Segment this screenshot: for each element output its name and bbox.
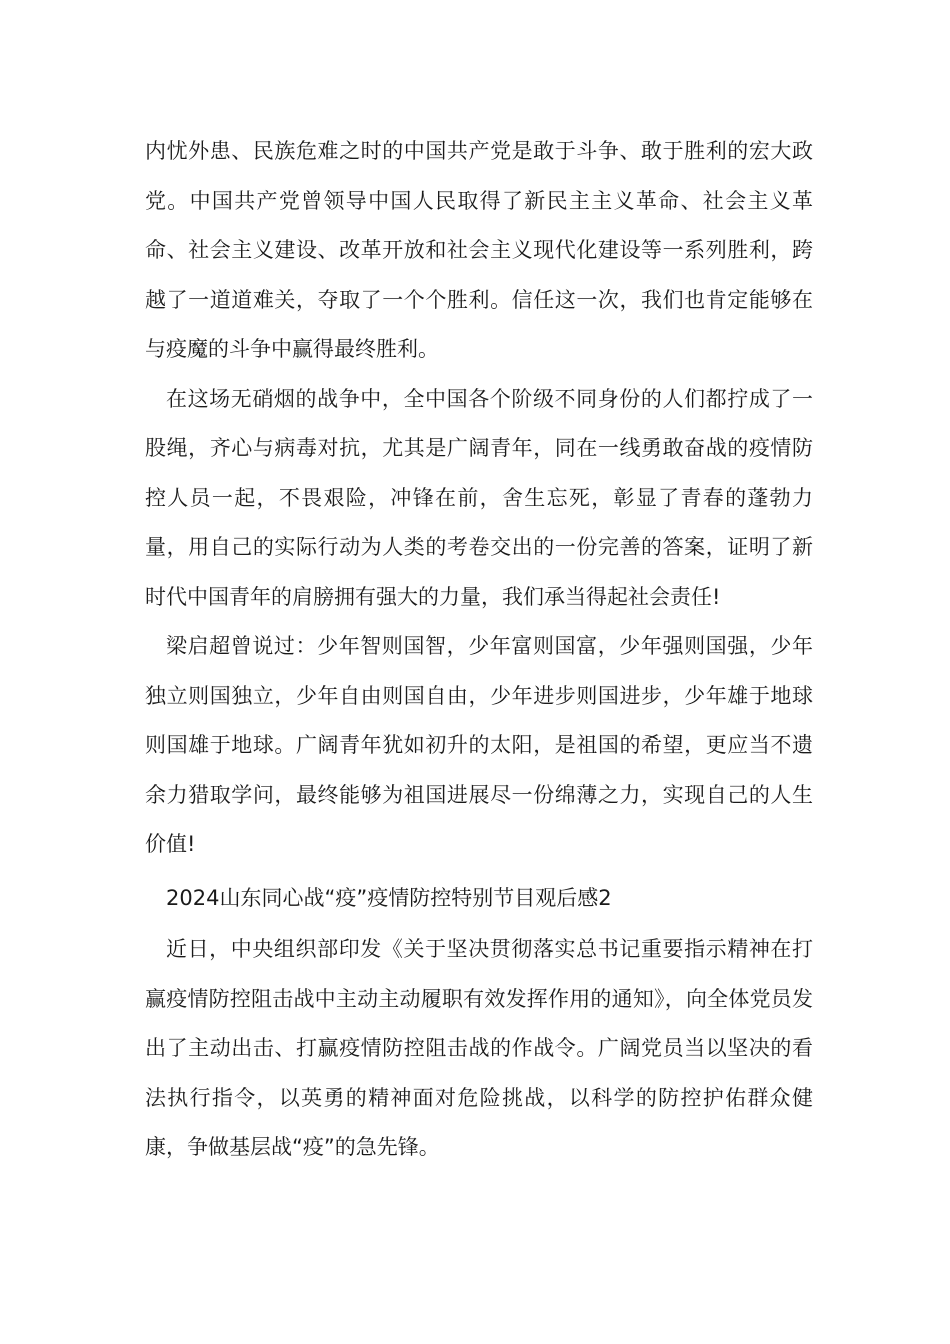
paragraph-2: 在这场无硝烟的战争中，全中国各个阶级不同身份的人们都拧成了一股绳，齐心与病毒对抗，尤其是广阔青年，同在一线勇敢奋战的疫情防控人员一起，不畏艰险，冲锋在前，舍生忘死，彰显了青春的蓬勃力量，用自己的实际行动为人类的考卷交出的一份完善的答案，证明了新时代中国青年的肩膀拥有强大的力量，我们承当得起社会责任!: [145, 386, 813, 609]
paragraph-3: 梁启超曾说过：少年智则国智，少年富则国富，少年强则国强，少年独立则国独立，少年自由则国自由，少年进步则国进步，少年雄于地球则国雄于地球。广阔青年犹如初升的太阳，是祖国的希望，更应当不遗余力猎取学问，最终能够为祖国进展尽一份绵薄之力，实现自己的人生价值!: [145, 634, 813, 856]
paragraph-4: 近日，中央组织部印发《关于坚决贯彻落实总书记重要指示精神在打赢疫情防控阻击战中主动主动履职有效发挥作用的通知》，向全体党员发出了主动出击、打赢疫情防控阻击战的作战令。广阔党员当以坚决的看法执行指令，以英勇的精神面对危险挑战，以科学的防控护佑群众健康，争做基层战“疫”的急先锋。: [145, 937, 813, 1159]
paragraph-1: 内忧外患、民族危难之时的中国共产党是敢于斗争、敢于胜利的宏大政党。中国共产党曾领导中国人民取得了新民主主义革命、社会主义革命、社会主义建设、改革开放和社会主义现代化建设等一系列胜利，跨越了一道道难关，夺取了一个个胜利。信任这一次，我们也肯定能够在与疫魔的斗争中赢得最终胜利。: [145, 139, 813, 361]
section-heading: 2024山东同心战“疫”疫情防控特别节目观后感2: [166, 885, 612, 910]
document-body: [145, 127, 813, 1173]
